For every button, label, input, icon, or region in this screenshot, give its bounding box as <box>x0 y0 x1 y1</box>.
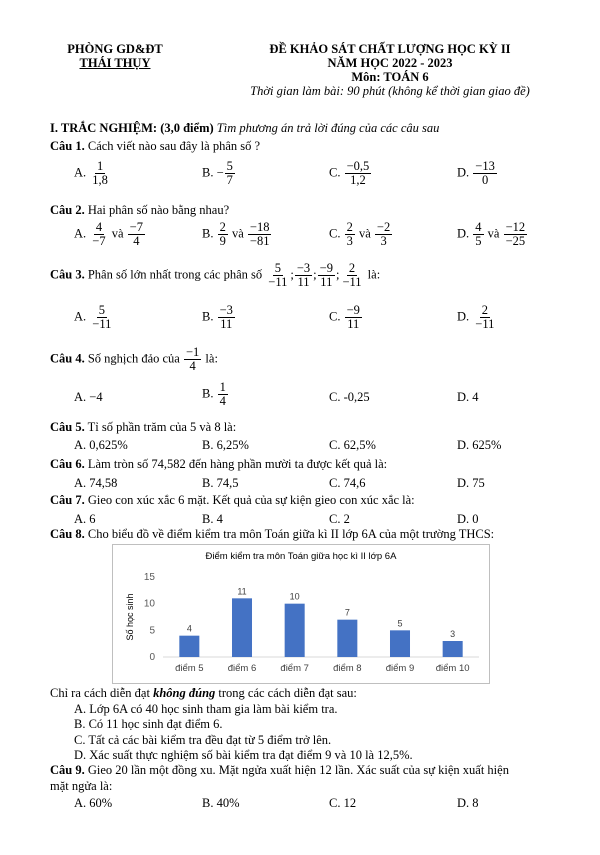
question-label: Câu 9. <box>50 763 85 777</box>
y-tick-label: 15 <box>143 572 155 583</box>
bar-6 <box>443 641 463 657</box>
q1-option-a: A. $\frac{1}{1,8}$ <box>74 159 108 187</box>
data-label: 10 <box>289 591 300 602</box>
x-tick-label: điểm 6 <box>227 663 257 674</box>
q5-option-a: A. 0,625% <box>74 438 128 452</box>
q2-option-a: A. $\frac{4}{-7}$ và $\frac{-7}{4}$ <box>74 220 143 248</box>
chart-title: Điểm kiểm tra môn Toán giữa học kì II lớp 6A <box>205 551 397 562</box>
q6-option-d: D. 75 <box>457 476 485 490</box>
q9-option-b: B. 40% <box>202 796 240 810</box>
q2-option-d: D. $\frac{4}{5}$ và $\frac{-12}{-25}$ <box>457 220 526 248</box>
q4-option-b: B. $\frac{1}{4}$ <box>202 380 226 408</box>
x-tick-label: điểm 10 <box>435 663 470 674</box>
bar-2 <box>232 598 252 657</box>
exam-title-block <box>220 42 560 98</box>
q1-option-b: B. − $\frac{5}{7}$ <box>202 159 233 187</box>
x-tick-label: điểm 8 <box>333 663 362 674</box>
q5-option-c: C. 62,5% <box>329 438 376 452</box>
time-allowed: Thời gian làm bài: 90 phút (không kể thời gian giao đề) <box>250 84 530 98</box>
q3-option-d: D. $\frac{2}{-11}$ <box>457 303 495 331</box>
question-text: Tỉ số phần trăm của 5 và 8 là: <box>87 420 237 434</box>
question-4: Câu 4. Số nghịch đảo của $\frac{-1}{4}$ là: <box>50 345 218 373</box>
question-text: Cho biểu đồ về điểm kiểm tra môn Toán giữa kì II lớp 6A của một trường THCS: <box>87 527 495 541</box>
question-text: Số nghịch đảo của <box>87 351 180 366</box>
q3-option-a: A. $\frac{5}{-11}$ <box>74 303 112 331</box>
data-label: 4 <box>186 623 192 634</box>
bar-3 <box>285 604 305 657</box>
question-5 <box>50 420 236 435</box>
y-tick-label: 0 <box>149 652 155 663</box>
question-label: Câu 4. <box>50 351 85 366</box>
district-name: THÁI THỤY <box>79 56 151 70</box>
q4-option-a: A. −4 <box>74 390 103 404</box>
school-year: NĂM HỌC 2022 - 2023 <box>327 56 453 70</box>
chart-canvas <box>113 545 489 683</box>
x-tick-label: điểm 5 <box>175 663 204 674</box>
q6-option-c: C. 74,6 <box>329 476 366 490</box>
question-label: Câu 2. <box>50 203 85 217</box>
exam-title: ĐỀ KHẢO SÁT CHẤT LƯỢNG HỌC KỲ II <box>269 42 511 56</box>
q6-option-a: A. 74,58 <box>74 476 118 490</box>
question-text: Gieo con xúc xắc 6 mặt. Kết quả của sự kiện gieo con xúc xắc là: <box>87 493 415 507</box>
bar-4 <box>337 620 357 657</box>
question-label: Câu 7. <box>50 493 85 507</box>
y-tick-label: 10 <box>143 598 155 610</box>
q8-option-b: B. Có 11 học sinh đạt điểm 6. <box>74 717 223 731</box>
q7-option-c: C. 2 <box>329 512 350 526</box>
bar-5 <box>390 630 410 657</box>
q2-option-b: B. $\frac{2}{9}$ và $\frac{-18}{-81}$ <box>202 220 270 248</box>
q7-option-d: D. 0 <box>457 512 479 526</box>
q8-option-c: C. Tất cả các bài kiểm tra đều đạt từ 5 điểm trở lên. <box>74 733 332 747</box>
question-7 <box>50 493 415 508</box>
bar-chart <box>112 544 490 684</box>
question-8-prompt: Chỉ ra cách diễn đạt không đúng trong các cách diễn đạt sau: <box>50 686 357 700</box>
q9-option-d: D. 8 <box>457 796 479 810</box>
x-tick-label: điểm 7 <box>280 663 309 674</box>
q1-option-d: D. $\frac{-13}{0}$ <box>457 159 495 187</box>
q5-option-d: D. 625% <box>457 438 502 452</box>
q1-option-c: C. $\frac{-0,5}{1,2}$ <box>329 159 370 187</box>
q7-option-b: B. 4 <box>202 512 223 526</box>
q3-option-b: B. $\frac{-3}{11}$ <box>202 303 233 331</box>
question-label: Câu 1. <box>50 139 85 153</box>
q2-option-c: C. $\frac{2}{3}$ và $\frac{-2}{3}$ <box>329 220 391 248</box>
q9-option-a: A. 60% <box>74 796 113 810</box>
question-label: Câu 3. <box>50 267 85 282</box>
question-9 <box>50 763 509 778</box>
question-text: Cách viết nào sau đây là phân số ? <box>87 139 261 153</box>
section-heading <box>50 121 439 136</box>
q8-option-d: D. Xác suất thực nghiệm số bài kiểm tra đạt điểm 9 và 10 là 12,5%. <box>74 748 413 762</box>
data-label: 7 <box>344 607 350 618</box>
section-title: I. TRẮC NGHIỆM: (3,0 điểm) <box>50 121 214 135</box>
question-8 <box>50 527 494 542</box>
question-6 <box>50 457 387 472</box>
q8-option-a: A. Lớp 6A có 40 học sinh tham gia làm bài kiểm tra. <box>74 702 338 716</box>
q7-option-a: A. 6 <box>74 512 96 526</box>
question-2 <box>50 203 229 218</box>
question-label: Câu 8. <box>50 527 85 541</box>
question-9-line2: mặt ngửa là: <box>50 779 113 793</box>
question-1 <box>50 139 260 154</box>
department-name: PHÒNG GD&ĐT <box>67 42 163 56</box>
x-tick-label: điểm 9 <box>385 663 415 674</box>
department-block <box>48 42 182 70</box>
q4-option-d: D. 4 <box>457 390 479 404</box>
data-label: 5 <box>397 618 403 629</box>
subject: Môn: TOÁN 6 <box>351 70 429 84</box>
q4-option-c: C. -0,25 <box>329 390 370 404</box>
y-tick-label: 5 <box>149 625 155 637</box>
data-label: 3 <box>450 629 456 639</box>
question-text: Làm tròn số 74,582 đến hàng phần mười ta được kết quả là: <box>87 457 388 471</box>
q5-option-b: B. 6,25% <box>202 438 249 452</box>
question-text: Hai phân số nào bằng nhau? <box>87 203 230 217</box>
question-label: Câu 5. <box>50 420 85 434</box>
q3-option-c: C. $\frac{-9}{11}$ <box>329 303 360 331</box>
question-text: Gieo 20 lần một đồng xu. Mặt ngửa xuất hiện 12 lần. Xác suất của sự kiện xuất hiện <box>87 763 509 777</box>
q6-option-b: B. 74,5 <box>202 476 239 490</box>
q9-option-c: C. 12 <box>329 796 357 810</box>
y-axis-label: Số học sinh <box>125 593 135 641</box>
question-text: Phân số lớn nhất trong các phân số <box>87 267 263 282</box>
data-label: 11 <box>237 586 247 597</box>
bar-1 <box>179 636 199 657</box>
question-3: Câu 3. Phân số lớn nhất trong các phân số $\frac{5}{-11}$ ; $\frac{-3}{11}$ ; $\frac{-9}{11}$ ; $\frac{2}{-11}$ là: <box>50 261 381 289</box>
question-label: Câu 6. <box>50 457 85 471</box>
section-instruction: Tìm phương án trả lời đúng của các câu sau <box>216 121 440 135</box>
